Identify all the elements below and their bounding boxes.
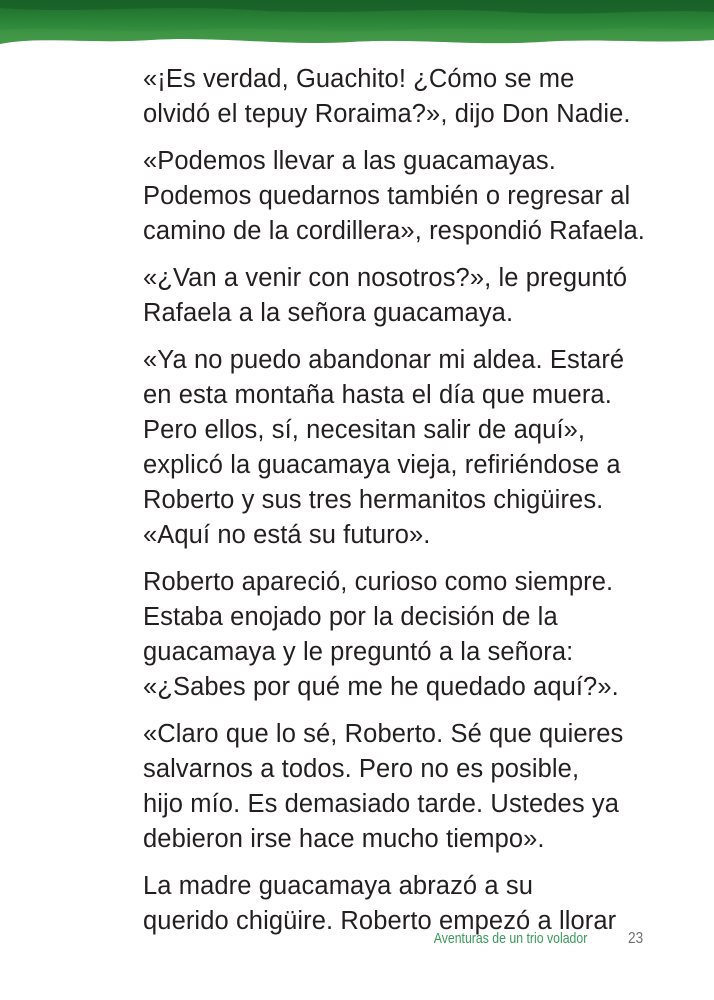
body-text [107, 62, 667, 951]
page-number: 23 [628, 930, 644, 947]
text-line: Estaba enojado por la decisión de la [143, 603, 558, 631]
text-line: «Podemos llevar a las guacamayas. [143, 147, 556, 175]
top-decorative-band [0, 0, 714, 50]
text-line: camino de la cordillera», respondió Rafaela. [143, 217, 645, 245]
paragraph [107, 565, 667, 705]
text-line: olvidó el tepuy Roraima?», dijo Don Nadie. [143, 100, 631, 128]
text-line: «¡Es verdad, Guachito! ¿Cómo se me [143, 65, 575, 93]
text-line: «Ya no puedo abandonar mi aldea. Estaré [143, 346, 625, 374]
text-line: hijo mío. Es demasiado tarde. Ustedes ya [143, 790, 619, 818]
text-line: debieron irse hace mucho tiempo». [143, 825, 545, 853]
text-line: explicó la guacamaya vieja, refiriéndose a [143, 451, 621, 479]
paragraph [107, 717, 667, 857]
paragraph [107, 62, 667, 132]
text-line: Roberto apareció, curioso como siempre. [143, 568, 614, 596]
text-line: guacamaya y le preguntó a la señora: [143, 638, 574, 666]
paragraph [107, 144, 667, 249]
text-line: «¿Sabes por qué me he quedado aquí?». [143, 673, 619, 701]
text-line: Rafaela a la señora guacamaya. [143, 299, 514, 327]
text-line: en esta montaña hasta el día que muera. [143, 381, 612, 409]
text-line: «Claro que lo sé, Roberto. Sé que quieres [143, 720, 624, 748]
footer-book-title: Aventuras de un trio volador [433, 930, 587, 947]
text-line: La madre guacamaya abrazó a su [143, 872, 533, 900]
paragraph [107, 261, 667, 331]
text-line: «¿Van a venir con nosotros?», le preguntó [143, 264, 628, 292]
text-line: «Aquí no está su futuro». [143, 521, 431, 549]
paragraph [107, 343, 667, 553]
paragraph [107, 869, 667, 939]
text-line: Roberto y sus tres hermanitos chigüires. [143, 486, 604, 514]
text-line: querido chigüire. Roberto empezó a llorar [143, 907, 617, 935]
text-line: Podemos quedarnos también o regresar al [143, 182, 631, 210]
text-line: salvarnos a todos. Pero no es posible, [143, 755, 580, 783]
text-line: Pero ellos, sí, necesitan salir de aquí», [143, 416, 586, 444]
